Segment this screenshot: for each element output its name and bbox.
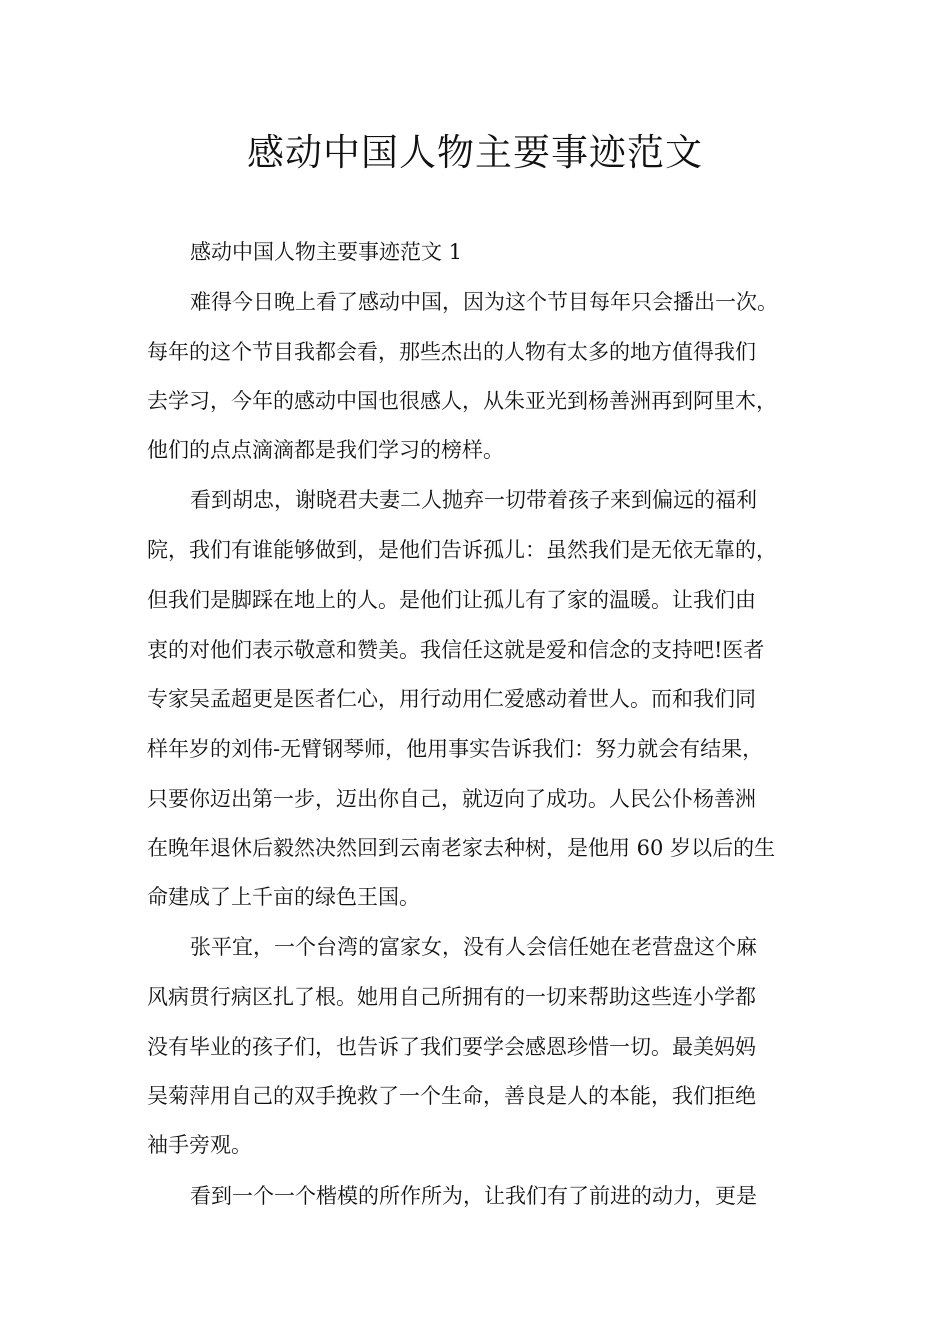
paragraph-line: 没有毕业的孩子们，也告诉了我们要学会感恩珍惜一切。最美妈妈 [147, 1035, 756, 1059]
paragraph-line: 张平宜，一个台湾的富家女，没有人会信任她在老营盘这个麻 [190, 935, 757, 959]
paragraph-line: 他们的点点滴滴都是我们学习的榜样。 [147, 438, 504, 462]
paragraph-line: 样年岁的刘伟-无臂钢琴师，他用事实告诉我们：努力就会有结果， [147, 737, 764, 761]
section-heading: 感动中国人物主要事迹范文 1 [190, 240, 463, 264]
page-title: 感动中国人物主要事迹范文 [247, 131, 703, 174]
paragraph-line: 专家吴孟超更是医者仁心，用行动用仁爱感动着世人。而和我们同 [147, 687, 756, 711]
paragraph-line: 衷的对他们表示敬意和赞美。我信任这就是爱和信念的支持吧!医者 [147, 638, 765, 662]
paragraph-line: 袖手旁观。 [147, 1133, 252, 1157]
paragraph-line: 院，我们有谁能够做到，是他们告诉孤儿：虽然我们是无依无靠的， [147, 538, 777, 562]
paragraph-line: 但我们是脚踩在地上的人。是他们让孤儿有了家的温暖。让我们由 [147, 588, 756, 612]
paragraph-line: 看到胡忠，谢晓君夫妻二人抛弃一切带着孩子来到偏远的福利 [190, 488, 757, 512]
paragraph-line: 命建成了上千亩的绿色王国。 [147, 885, 420, 909]
paragraph-line: 难得今日晚上看了感动中国，因为这个节目每年只会播出一次。 [190, 290, 778, 314]
paragraph-line: 吴菊萍用自己的双手挽救了一个生命，善良是人的本能，我们拒绝 [147, 1084, 756, 1108]
paragraph-line: 只要你迈出第一步，迈出你自己，就迈向了成功。人民公仆杨善洲 [147, 787, 756, 811]
paragraph-line: 风病贯行病区扎了根。她用自己所拥有的一切来帮助这些连小学都 [147, 985, 756, 1009]
paragraph-line: 去学习，今年的感动中国也很感人，从朱亚光到杨善洲再到阿里木， [147, 389, 777, 413]
paragraph-line: 每年的这个节目我都会看，那些杰出的人物有太多的地方值得我们 [147, 340, 756, 364]
paragraph-line: 看到一个一个楷模的所作所为，让我们有了前进的动力，更是 [190, 1184, 757, 1208]
paragraph-line: 在晚年退休后毅然决然回到云南老家去种树，是他用 60 岁以后的生 [147, 836, 776, 860]
